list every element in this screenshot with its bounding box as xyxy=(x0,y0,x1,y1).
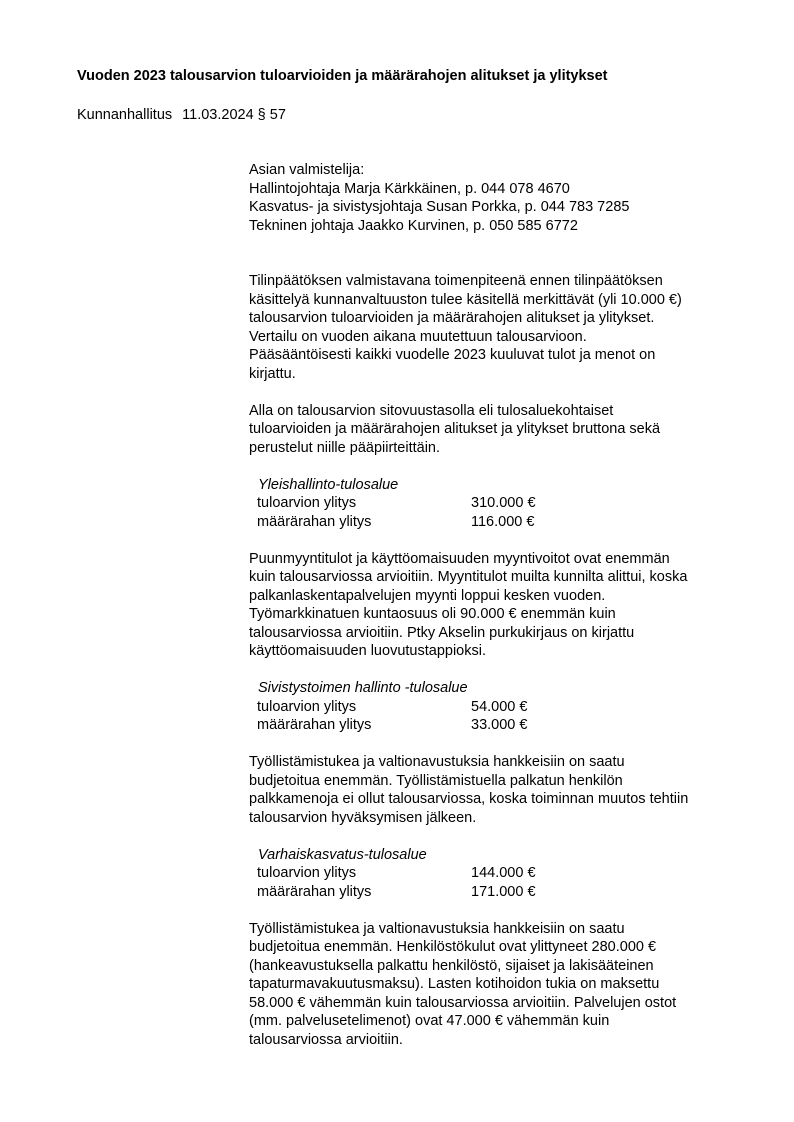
intro-paragraph-2 xyxy=(249,402,749,458)
area-row xyxy=(249,864,749,883)
row-label: määrärahan ylitys xyxy=(257,513,372,530)
paragraph-line: (mm. palvelusetelimenot) ovat 47.000 € vähemmän kuin xyxy=(249,1013,610,1029)
area-row xyxy=(249,494,749,513)
paragraph-line: 58.000 € vähemmän kuin talousarviossa arvioitiin. Palvelujen ostot xyxy=(249,994,677,1011)
paragraph-line: talousarvion tuloarvioiden ja määrärahojen alitukset ja ylitykset. xyxy=(249,310,655,326)
paragraph-line: budjetoitua enemmän. Työllistämistuella palkatun henkilön xyxy=(249,772,623,789)
area-section-varhaiskasvatus xyxy=(249,846,749,1050)
paragraph-line: tapaturmavakuutusmaksu). Lasten kotihoidon tukia on maksettu xyxy=(249,976,660,992)
paragraph-line: tuloarvioiden ja määrärahojen alitukset ja ylitykset bruttona sekä xyxy=(249,421,661,437)
document-body xyxy=(249,161,749,1049)
paragraph-line: talousarviossa arvioitiin. Ptky Akselin purkukirjaus on kirjattu xyxy=(249,624,635,641)
area-row xyxy=(249,883,749,902)
paragraph-line: palkanlaskentapalvelujen myynti loppui kesken vuoden. xyxy=(249,587,606,604)
area-title: Yleishallinto-tulosalue xyxy=(258,476,399,493)
row-value: 116.000 € xyxy=(471,513,535,530)
paragraph-line: kirjattu. xyxy=(249,365,296,382)
paragraph-line: talousarvion hyväksymisen jälkeen. xyxy=(249,809,477,826)
meeting-date: 11.03.2024 § 57 xyxy=(182,107,286,123)
paragraph-line: perustelut niille pääpiirteittäin. xyxy=(249,439,441,456)
preparers-heading: Asian valmistelija: xyxy=(249,162,365,178)
preparer-line: Kasvatus- ja sivistysjohtaja Susan Porkka, p. 044 783 7285 xyxy=(249,199,630,215)
row-label: määrärahan ylitys xyxy=(257,883,372,900)
paragraph-line: (hankeavustuksella palkattu henkilöstö, sijaiset ja lakisääteinen xyxy=(249,957,654,974)
paragraph-line: kuin talousarviossa arvioitiin. Myyntitulot muilta kunnilta alittui, koska xyxy=(249,569,688,585)
paragraph-line: käyttöomaisuuden luovutustappioksi. xyxy=(249,643,486,659)
paragraph-line: Pääsääntöisesti kaikki vuodelle 2023 kuuluvat tulot ja menot on xyxy=(249,347,656,363)
preparer-line: Hallintojohtaja Marja Kärkkäinen, p. 044 078 4670 xyxy=(249,180,570,197)
row-label: tuloarvion ylitys xyxy=(257,698,357,715)
area-title: Sivistystoimen hallinto -tulosalue xyxy=(258,680,468,696)
paragraph-line: Tilinpäätöksen valmistavana toimenpiteenä ennen tilinpäätöksen xyxy=(249,273,663,289)
paragraph-line: Vertailu on vuoden aikana muutettuun talousarvioon. xyxy=(249,328,587,345)
preparers-block xyxy=(249,161,749,235)
paragraph-line: talousarviossa arvioitiin. xyxy=(249,1031,403,1048)
row-label: määrärahan ylitys xyxy=(257,717,372,733)
paragraph-line: Puunmyyntitulot ja käyttöomaisuuden myyntivoitot ovat enemmän xyxy=(249,550,670,567)
row-label: tuloarvion ylitys xyxy=(257,865,357,881)
meeting-body: Kunnanhallitus xyxy=(77,107,173,123)
preparer-line: Tekninen johtaja Jaakko Kurvinen, p. 050 585 6772 xyxy=(249,217,578,234)
area-section-sivistystoimi xyxy=(249,679,749,827)
row-value: 54.000 € xyxy=(471,698,528,715)
paragraph-line: palkkamenoja ei ollut talousarviossa, koska toiminnan muutos tehtiin xyxy=(249,791,689,807)
paragraph-line: käsittelyä kunnanvaltuuston tulee käsitellä merkittävät (yli 10.000 €) xyxy=(249,291,682,308)
meeting-reference xyxy=(77,107,286,123)
paragraph-line: Työllistämistukea ja valtionavustuksia hankkeisiin on saatu xyxy=(249,754,625,770)
row-value: 171.000 € xyxy=(471,883,536,900)
paragraph-line: Työllistämistukea ja valtionavustuksia hankkeisiin on saatu xyxy=(249,920,625,937)
area-row xyxy=(249,513,749,532)
paragraph-line: budjetoitua enemmän. Henkilöstökulut ovat ylittyneet 280.000 € xyxy=(249,939,657,955)
paragraph-line: Alla on talousarvion sitovuustasolla eli tulosaluekohtaiset xyxy=(249,402,614,419)
paragraph-line: Työmarkkinatuen kuntaosuus oli 90.000 € enemmän kuin xyxy=(249,606,616,622)
row-label: tuloarvion ylitys xyxy=(257,495,357,511)
area-row xyxy=(249,716,749,735)
document-title: Vuoden 2023 talousarvion tuloarvioiden ja määrärahojen alitukset ja ylitykset xyxy=(77,68,608,84)
area-section-yleishallinto xyxy=(249,476,749,661)
row-value: 33.000 € xyxy=(471,717,528,733)
intro-paragraph-1 xyxy=(249,272,749,383)
area-title: Varhaiskasvatus-tulosalue xyxy=(258,846,427,863)
row-value: 144.000 € xyxy=(471,865,536,881)
area-row xyxy=(249,698,749,717)
row-value: 310.000 € xyxy=(471,495,536,511)
